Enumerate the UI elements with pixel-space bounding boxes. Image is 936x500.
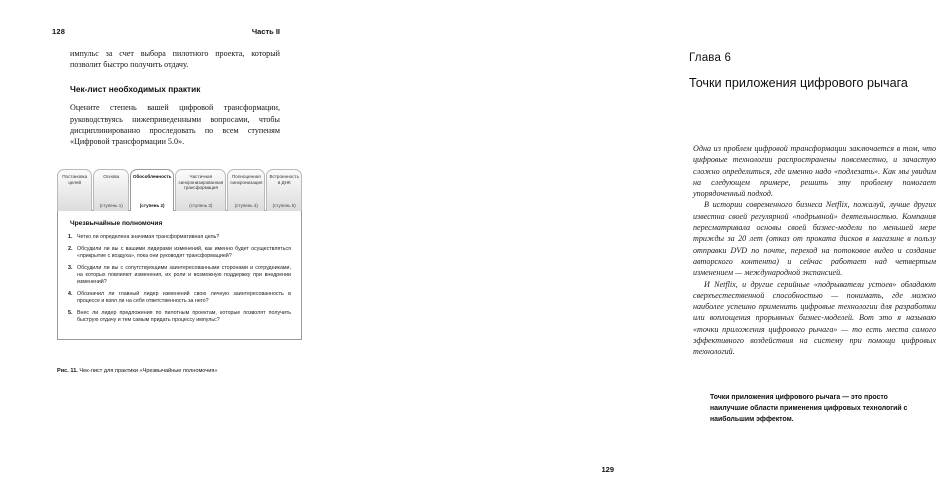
item-text: Внес ли лидер предложения по пилотным проектам, которые позволят получить быструю отдачу и тем самым придать процессу импульс?	[77, 309, 291, 323]
item-text: Четко ли определена значимая трансформативная цель?	[77, 234, 220, 240]
tab-step: (ступень 2)	[139, 203, 165, 208]
tab-obosoblennost[interactable]	[130, 169, 175, 211]
list-item	[68, 310, 291, 324]
running-head: Часть II	[251, 27, 280, 36]
item-text: Обозначил ли главный лидер изменений свою личную заинтересованность в процессе и взял ли на себя ответственность за него?	[77, 290, 291, 304]
item-text: Обсудили ли вы с сопутствующими заинтересованными сторонами и сотрудниками, на которых повлияют изменения, их роли и возможную поддержку при внедрении изменений?	[77, 264, 291, 286]
list-item	[68, 265, 291, 287]
checklist-panel	[57, 210, 302, 340]
left-page-header	[52, 27, 280, 36]
list-item	[68, 246, 291, 260]
paragraph-continuation: импульс за счет выбора пилотного проекта, который позволит быстро получить отдачу.	[70, 49, 280, 70]
page-title: Точки приложения цифрового рычага	[689, 76, 908, 90]
left-page	[0, 0, 333, 500]
right-page-body	[693, 143, 936, 358]
list-item	[68, 234, 291, 241]
body-paragraph-1: Одна из проблем цифровой трансформации заключается в том, что цифровые технологии распространены повсеместно, и зачастую сложно определиться, где именно надо «подлезать». Как мы увидим на следующем примере, решить эту проблему помогает упорядоченный подход.	[693, 144, 936, 199]
figure-caption	[57, 368, 307, 374]
pull-quote-text: Точки приложения цифрового рычага — это просто наилучшие области применения цифровых технологий с наибольшим эффектом.	[710, 394, 908, 423]
tab-osnova[interactable]	[93, 169, 128, 211]
tab-label: Встроенность в ДНК	[269, 174, 300, 185]
tab-label: Основа	[103, 174, 120, 179]
body-paragraph-2: В истории современного бизнеса Netflix, пожалуй, лучше других известна своей регулярной «подрывной» деятельностью. Компания пересматривала основы своей бизнес-модели по меньшей мере трижды за 20 лет (отказ от проката дисков в магазине в пользу отправки DVD по почте, переход на потоковое видео и создание авторского контента) и сейчас работает над четвертым изменением — международной экспансией.	[693, 200, 936, 278]
list-item	[68, 291, 291, 305]
item-text: Обсудили ли вы с вашими лидерами изменений, как именно будет осуществляться «прикрытие с воздуха», пока они руководят трансформацией?	[77, 245, 291, 259]
stage-tabs	[57, 166, 302, 211]
right-page	[333, 0, 936, 500]
item-number: 3.	[68, 264, 73, 271]
body-paragraph-3: И Netflix, и другие серийные «подрыватели устоев» обладают сверхъестественной способностью — понимать, где можно наиболее успешно применить цифровые технологии для разработки или воплощения прорывных бизнес-моделей. Вот это я называю «точки приложения цифрового рычага» — то есть места самого эффективного воздействия на систему при помощи цифровых технологий.	[693, 279, 936, 357]
tab-step: (ступень 3)	[189, 203, 213, 208]
tab-postanovka-celey[interactable]	[57, 169, 92, 211]
figure-caption-text: Чек-лист для практики «Чрезвычайные полномочия»	[79, 368, 218, 374]
item-number: 5.	[68, 309, 73, 316]
chapter-header	[689, 52, 929, 91]
item-number: 2.	[68, 245, 73, 252]
right-folio: 129	[601, 465, 614, 474]
tab-step: (ступень 1)	[99, 203, 123, 208]
tab-step: (ступень 5)	[272, 203, 296, 208]
tab-step: (ступень 4)	[234, 203, 258, 208]
intro-paragraph: Оцените степень вашей цифровой трансформации, руководствуясь нижеприведенными вопросами, чтобы дисциплинированно проследовать по всем ступеням «Цифровой трансформации 5.0».	[70, 103, 280, 147]
left-folio: 128	[52, 27, 66, 36]
checklist-items	[68, 234, 291, 324]
panel-title: Чрезвычайные полномочия	[70, 220, 163, 227]
tab-chastichnaya-sinhronizirovannaya-transformaciya[interactable]	[175, 169, 226, 211]
tab-label: Полноценная синхронизация	[230, 174, 263, 185]
tab-label: Частичная синхронизированная трансформация	[178, 174, 224, 191]
checklist-figure	[57, 166, 302, 340]
tab-label: Обособленность	[132, 174, 172, 179]
chapter-number: Глава 6	[689, 52, 732, 64]
item-number: 4.	[68, 290, 73, 297]
tab-polnocennaya-sinhronizaciya[interactable]	[227, 169, 265, 211]
tab-vstroennost-v-dnk[interactable]	[266, 169, 302, 211]
section-heading: Чек-лист необходимых практик	[70, 84, 201, 95]
tab-label: Постановка целей	[62, 174, 88, 185]
left-page-body	[70, 48, 280, 147]
figure-caption-label: Рис. 11.	[57, 368, 78, 374]
pull-quote	[710, 392, 925, 425]
item-number: 1.	[68, 234, 73, 240]
